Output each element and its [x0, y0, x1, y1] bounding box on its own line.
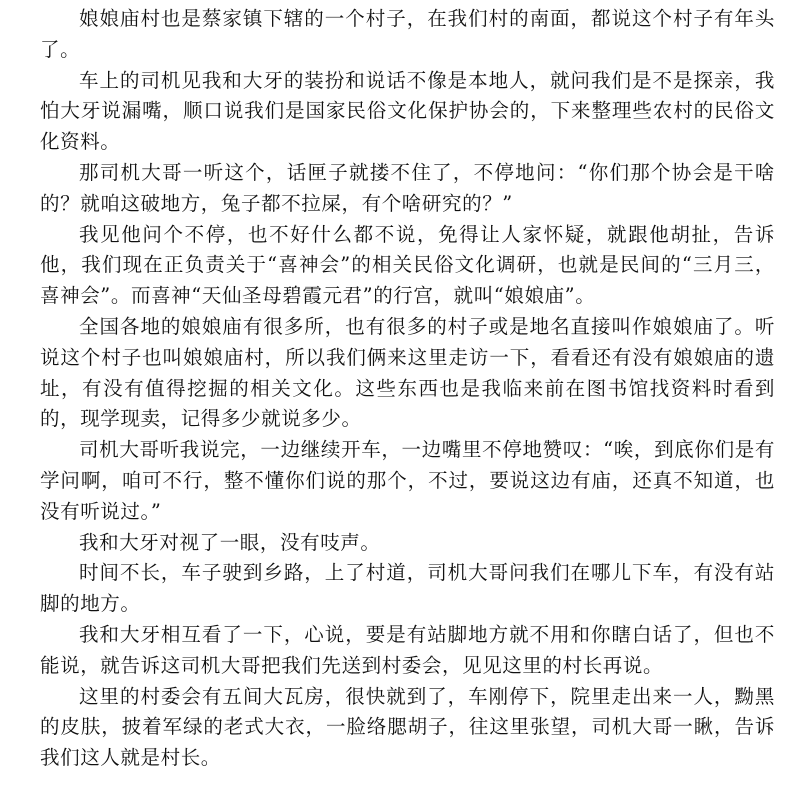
paragraph-10: 这里的村委会有五间大瓦房，很快就到了，车刚停下，院里走出来一人，黝黑的皮肤，披着军绿的老式大衣，一脸络腮胡子，往这里张望，司机大哥一瞅，告诉我们这人就是村长。	[40, 684, 775, 770]
paragraph-9: 我和大牙相互看了一下，心说，要是有站脚地方就不用和你瞎白话了，但也不能说，就告诉这司机大哥把我们先送到村委会，见见这里的村长再说。	[40, 622, 775, 677]
paragraph-2: 车上的司机见我和大牙的装扮和说话不像是本地人，就问我们是不是探亲，我怕大牙说漏嘴，顺口说我们是国家民俗文化保护协会的，下来整理些农村的民俗文化资料。	[40, 68, 775, 154]
document-page	[40, 4, 775, 774]
paragraph-6: 司机大哥听我说完，一边继续开车，一边嘴里不停地赞叹：“唉，到底你们是有学问啊，咱可不行，整不懂你们说的那个，不过，要说这边有庙，还真不知道，也没有听说过。”	[40, 438, 775, 523]
paragraph-4: 我见他问个不停，也不好什么都不说，免得让人家怀疑，就跟他胡扯，告诉他，我们现在正负责关于“喜神会”的相关民俗文化调研，也就是民间的“三月三，喜神会”。而喜神“天仙圣母碧霞元君”的行宫，就叫“娘娘庙”。	[40, 222, 775, 308]
paragraph-5: 全国各地的娘娘庙有很多所，也有很多的村子或是地名直接叫作娘娘庙了。听说这个村子也叫娘娘庙村，所以我们俩来这里走访一下，看看还有没有娘娘庙的遗址，有没有值得挖掘的相关文化。这些东西也是我临来前在图书馆找资料时看到的，现学现卖，记得多少就说多少。	[40, 314, 775, 431]
paragraph-3: 那司机大哥一听这个，话匣子就搂不住了，不停地问：“你们那个协会是干啥的？就咱这破地方，兔子都不拉屎，有个啥研究的？”	[40, 160, 775, 215]
paragraph-8: 时间不长，车子驶到乡路，上了村道，司机大哥问我们在哪儿下车，有没有站脚的地方。	[40, 561, 775, 616]
paragraph-7: 我和大牙对视了一眼，没有吱声。	[79, 530, 381, 554]
paragraph-1: 娘娘庙村也是蔡家镇下辖的一个村子，在我们村的南面，都说这个村子有年头了。	[40, 7, 775, 61]
